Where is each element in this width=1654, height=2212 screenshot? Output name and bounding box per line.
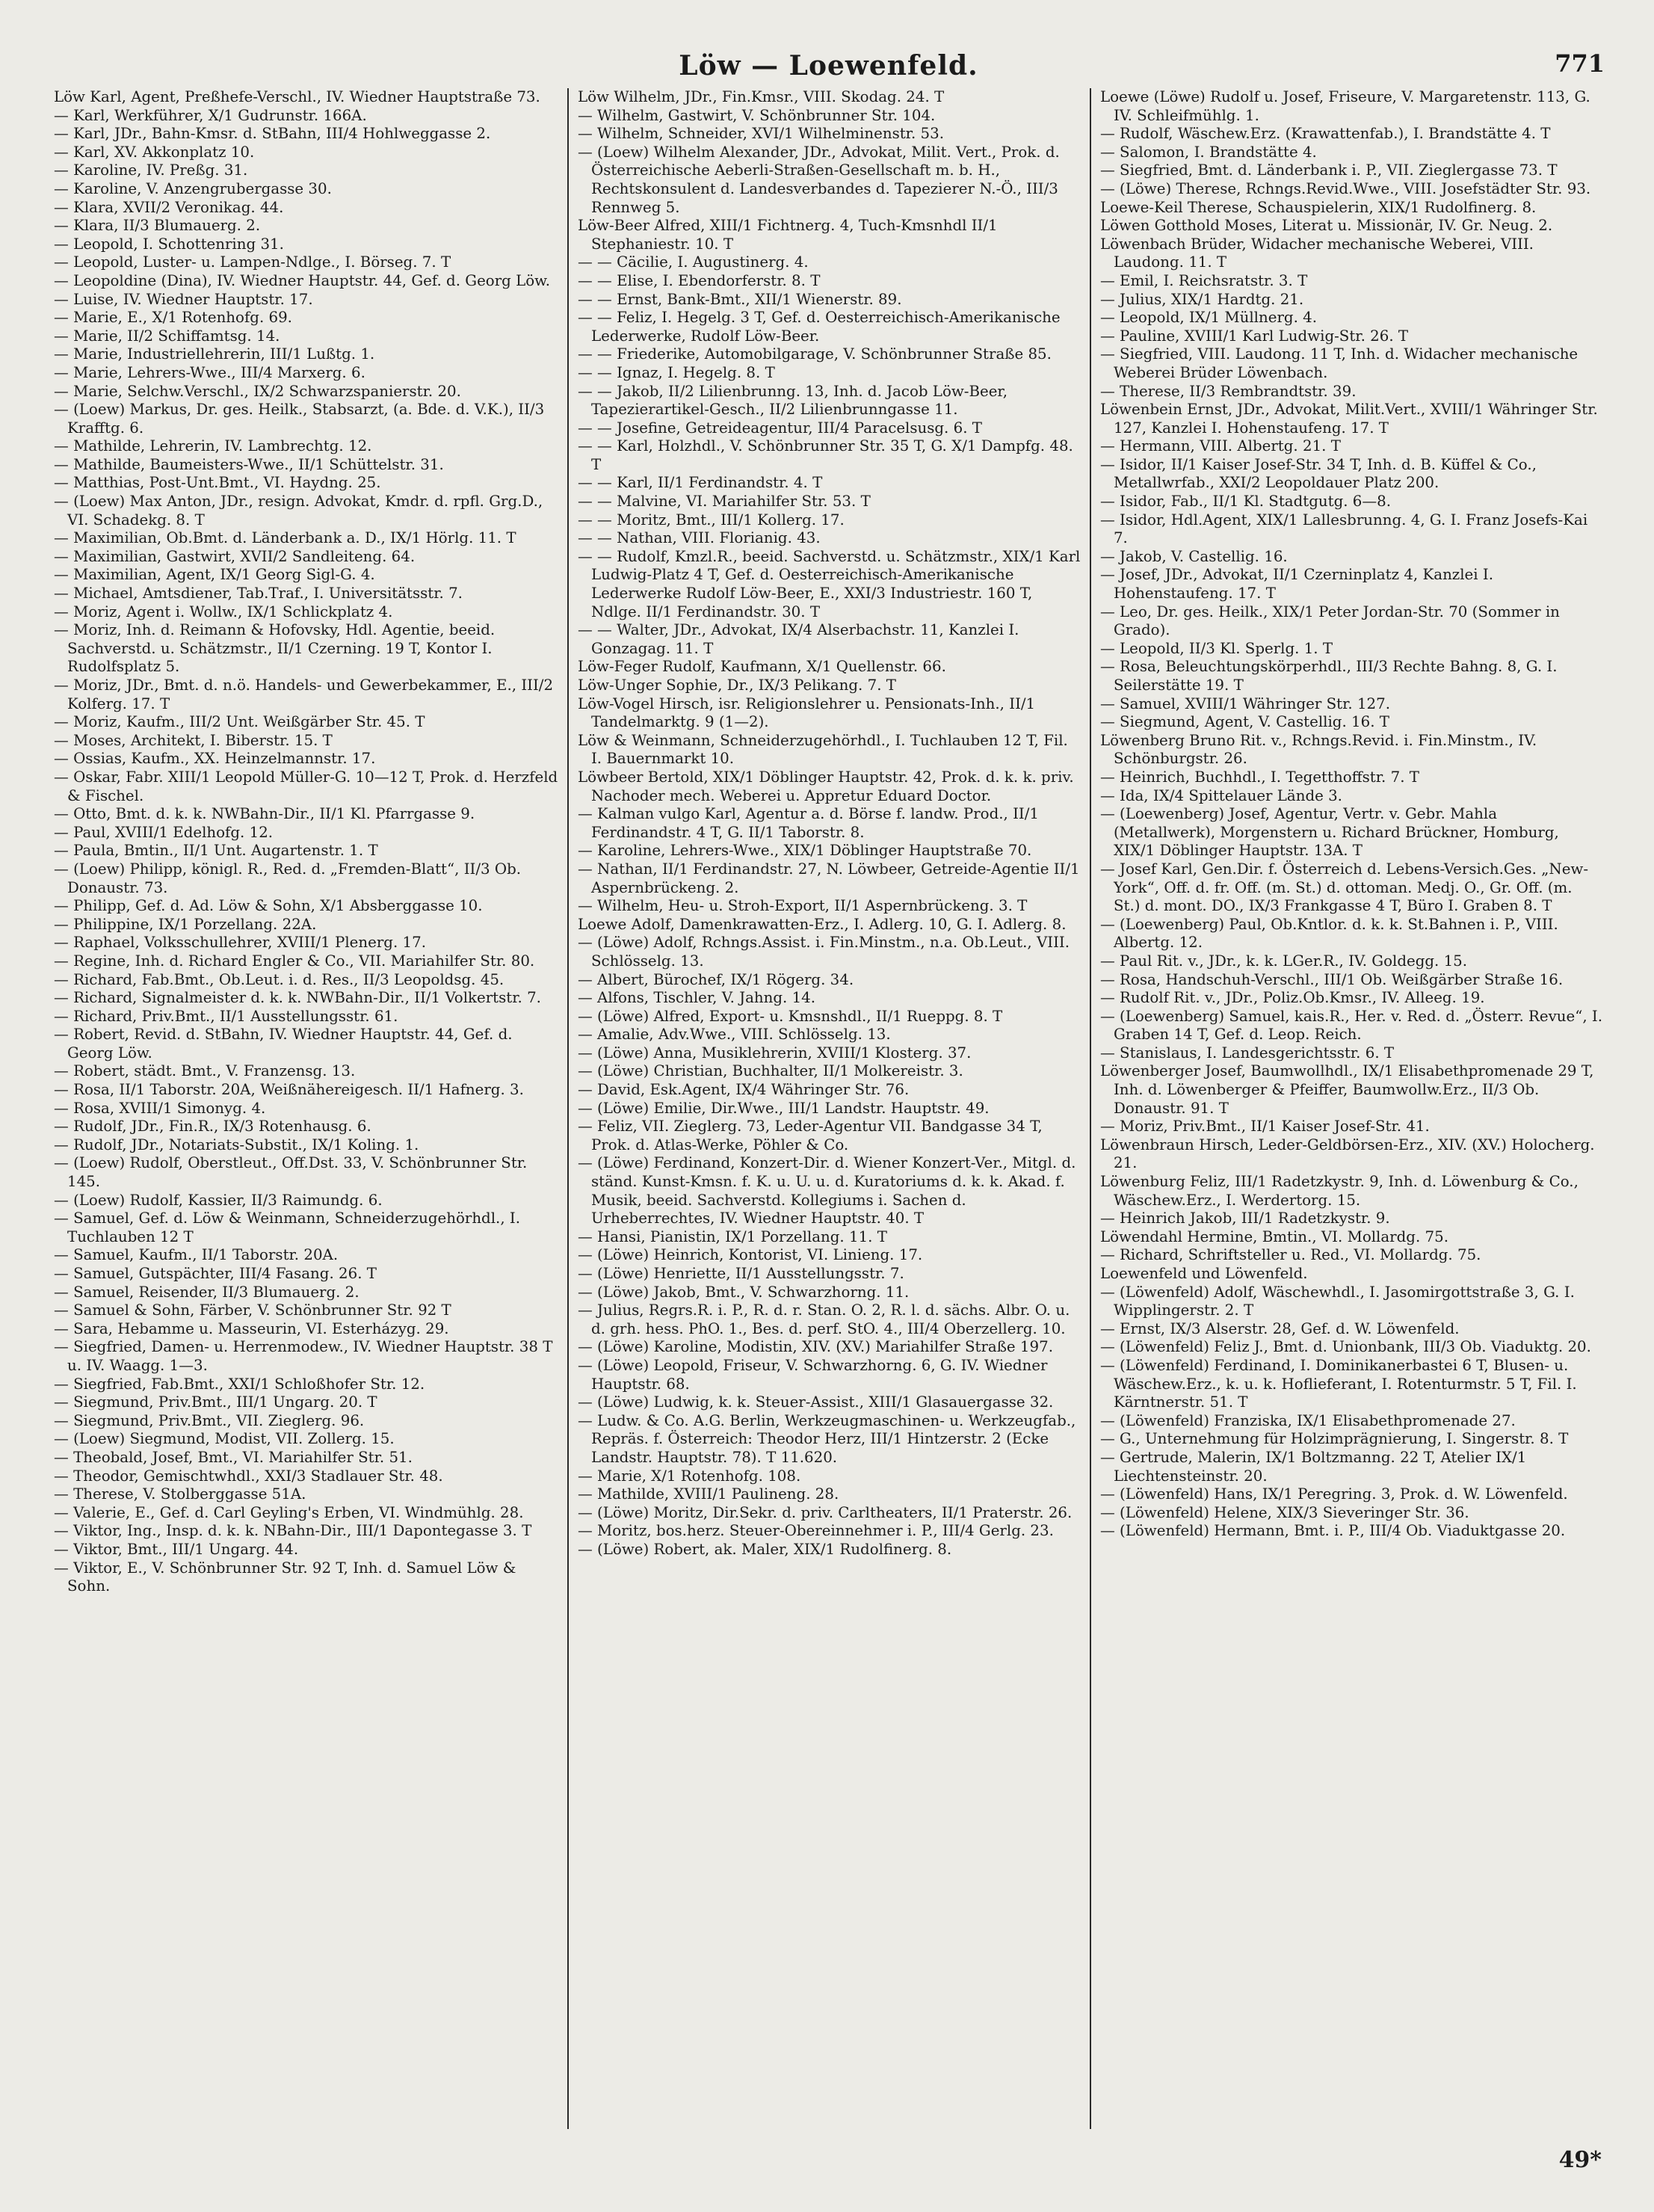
directory-entry: — Heinrich Jakob, III/1 Radetzkystr. 9. (1099, 1210, 1390, 1227)
directory-entry: — — Ignaz, I. Hegelg. 8. T (577, 363, 775, 381)
directory-entry: — Leo, Dr. ges. Heilk., XIX/1 Peter Jordan-Str. 70 (Sommer in Grado). (1099, 603, 1560, 639)
directory-entry: — Alfons, Tischler, V. Jahng. 14. (577, 989, 816, 1007)
directory-entry: — — Karl, II/1 Ferdinandstr. 4. T (577, 474, 823, 492)
directory-entry: — Samuel, XVIII/1 Währinger Str. 127. (1099, 694, 1391, 712)
directory-entry: — (Löwe) Anna, Musiklehrerin, XVIII/1 Klosterg. 37. (577, 1044, 972, 1062)
directory-entry: — Rudolf, JDr., Fin.R., IX/3 Rotenhausg. 6. (54, 1118, 371, 1136)
directory-entry: — Josef Karl, Gen.Dir. f. Österreich d. Lebens-Versich.Ges. „New-York“, Off. d. fr. Off. (m. St.) d. ottoman. Medj. O., Gr. Off. (m. St.) d. mont. DO., IX/3 Frankgasse 4 T, Büro I. Graben 8. T (1099, 860, 1589, 915)
directory-entry: — Paula, Bmtin., II/1 Unt. Augartenstr. 1. T (54, 842, 378, 860)
directory-entry: — Emil, I. Reichsratstr. 3. T (1099, 271, 1308, 289)
directory-entry: — (Loew) Wilhelm Alexander, JDr., Advokat, Milit. Vert., Prok. d. Österreichische Aeberli-Straßen-Gesellschaft m. b. H., Rechtskonsulent d. Landesverbandes d. Tapezierer N.-Ö., III/3 Rennweg 5. (577, 143, 1060, 216)
directory-entry: — Leopold, Luster- u. Lampen-Ndlge., I. Börseg. 7. T (54, 253, 451, 271)
directory-entry: — Valerie, E., Gef. d. Carl Geyling's Erben, VI. Windmühlg. 28. (54, 1503, 524, 1521)
directory-entry: — (Löwe) Moritz, Dir.Sekr. d. priv. Carltheaters, II/1 Praterstr. 26. (577, 1503, 1073, 1521)
directory-entry: — Hansi, Pianistin, IX/1 Porzellang. 11. T (577, 1227, 887, 1245)
directory-entry: — — Feliz, I. Hegelg. 3 T, Gef. d. Oesterreichisch-Amerikanische Lederwerke, Rudolf Löw-Beer. (577, 309, 1061, 345)
directory-entry: Löw Karl, Agent, Preßhefe-Verschl., IV. Wiedner Hauptstraße 73. (54, 88, 540, 105)
directory-entry: — (Löwe) Christian, Buchhalter, II/1 Molkereistr. 3. (577, 1062, 963, 1080)
directory-entry: — (Loew) Philipp, königl. R., Red. d. „Fremden-Blatt“, II/3 Ob. Donaustr. 73. (54, 860, 522, 896)
directory-entry: — Theobald, Josef, Bmt., VI. Mariahilfer Str. 51. (54, 1448, 413, 1466)
directory-entry: — Kalman vulgo Karl, Agentur a. d. Börse f. landw. Prod., II/1 Ferdinandstr. 4 T, G. II/1 Taborstr. 8. (577, 805, 1039, 841)
directory-entry: — (Loew) Rudolf, Oberstleut., Off.Dst. 33, V. Schönbrunner Str. 145. (54, 1154, 528, 1191)
directory-entry: Löw-Feger Rudolf, Kaufmann, X/1 Quellenstr. 66. (577, 658, 946, 676)
directory-entry: — Karl, JDr., Bahn-Kmsr. d. StBahn, III/4 Hohlweggasse 2. (54, 125, 491, 143)
directory-entry: — Moriz, JDr., Bmt. d. n.ö. Handels- und Gewerbekammer, E., III/2 Kolferg. 17. T (54, 677, 554, 712)
directory-entry: — Ernst, IX/3 Alserstr. 28, Gef. d. W. Löwenfeld. (1099, 1319, 1460, 1337)
directory-entry: — Julius, Regrs.R. i. P., R. d. r. Stan. O. 2, R. l. d. sächs. Albr. O. u. d. grh. hess. PhO. 1., Bes. d. perf. StO. 4., III/4 Oberzellerg. 10. (577, 1301, 1070, 1337)
directory-entry: — Moritz, bos.herz. Steuer-Obereinnehmer i. P., III/4 Gerlg. 23. (577, 1522, 1054, 1540)
directory-entry: — Isidor, II/1 Kaiser Josef-Str. 34 T, Inh. d. B. Küffel & Co., Metallwrfab., XXI/2 Leopoldauer Platz 200. (1099, 455, 1537, 492)
directory-entry: — (Löwenfeld) Hans, IX/1 Peregring. 3, Prok. d. W. Löwenfeld. (1099, 1485, 1568, 1503)
directory-entry: — Mathilde, Lehrerin, IV. Lambrechtg. 12. (54, 437, 372, 455)
directory-entry: — (Löwe) Robert, ak. Maler, XIX/1 Rudolfinerg. 8. (577, 1540, 952, 1558)
directory-entry: — Richard, Schriftsteller u. Red., VI. Mollardg. 75. (1099, 1246, 1481, 1264)
directory-entry: — Therese, V. Stolberggasse 51A. (54, 1485, 306, 1503)
directory-entry: — Josef, JDr., Advokat, II/1 Czerninplatz 4, Kanzlei I. Hohenstaufeng. 17. T (1099, 566, 1493, 603)
directory-entry: — Pauline, XVIII/1 Karl Ludwig-Str. 26. T (1099, 327, 1409, 345)
directory-entry: — Rudolf, Wäschew.Erz. (Krawattenfab.), I. Brandstätte 4. T (1099, 125, 1551, 143)
directory-entry: — Richard, Fab.Bmt., Ob.Leut. i. d. Res., II/3 Leopoldsg. 45. (54, 970, 504, 988)
directory-entry: Löw Wilhelm, JDr., Fin.Kmsr., VIII. Skodag. 24. T (577, 88, 945, 105)
directory-entry: — (Löwe) Adolf, Rchngs.Assist. i. Fin.Minstm., n.a. Ob.Leut., VIII. Schlösselg. 13. (577, 934, 1070, 970)
directory-entry: Loewenfeld und Löwenfeld. (1099, 1265, 1308, 1282)
directory-entry: — Rudolf, JDr., Notariats-Substit., IX/1 Koling. 1. (54, 1136, 419, 1153)
directory-entry: — Regine, Inh. d. Richard Engler & Co., VII. Mariahilfer Str. 80. (54, 952, 535, 970)
directory-entry: — Moses, Architekt, I. Biberstr. 15. T (54, 731, 333, 749)
directory-entry: — Philippine, IX/1 Porzellang. 22A. (54, 915, 317, 933)
directory-entry: — Siegmund, Agent, V. Castellig. 16. T (1099, 713, 1389, 731)
directory-entry: — Marie, Industriellehrerin, III/1 Lußtg. 1. (54, 345, 375, 363)
directory-entry: — Moriz, Priv.Bmt., II/1 Kaiser Josef-Str. 41. (1099, 1118, 1430, 1136)
directory-entry: Löwbeer Bertold, XIX/1 Döblinger Hauptstr. 42, Prok. d. k. k. priv. Nachoder mech. Weberei u. Appretur Eduard Doctor. (577, 768, 1074, 804)
directory-entry: Löwenberger Josef, Baumwollhdl., IX/1 Elisabethpromenade 29 T, Inh. d. Löwenberger & Pfeiffer, Baumwollw.Erz., II/3 Ob. Donaustr. 91. T (1099, 1062, 1594, 1117)
directory-entry: — Rosa, II/1 Taborstr. 20A, Weißnähereigesch. II/1 Hafnerg. 3. (54, 1081, 524, 1099)
directory-entry: — — Nathan, VIII. Florianig. 43. (577, 529, 821, 547)
directory-entry: — Marie, Lehrers-Wwe., III/4 Marxerg. 6. (54, 363, 365, 381)
directory-entry: — Siegmund, Priv.Bmt., VII. Zieglerg. 96. (54, 1411, 365, 1429)
directory-entry: — Karoline, Lehrers-Wwe., XIX/1 Döblinger Hauptstraße 70. (577, 842, 1032, 860)
directory-entry: — Sara, Hebamme u. Masseurin, VI. Esterházyg. 29. (54, 1319, 449, 1337)
directory-entry: — (Löwe) Heinrich, Kontorist, VI. Linieng. 17. (577, 1246, 923, 1264)
directory-entry: Loewe-Keil Therese, Schauspielerin, XIX/1 Rudolfinerg. 8. (1099, 198, 1537, 216)
directory-entry: — (Loew) Siegmund, Modist, VII. Zollerg. 15. (54, 1430, 395, 1448)
directory-entry: — — Malvine, VI. Mariahilfer Str. 53. T (577, 493, 871, 511)
directory-entry: — Salomon, I. Brandstätte 4. (1099, 143, 1317, 161)
directory-entry: — (Löwe) Therese, Rchngs.Revid.Wwe., VIII. Josefstädter Str. 93. (1099, 179, 1591, 197)
directory-entry: — Wilhelm, Schneider, XVI/1 Wilhelminenstr. 53. (577, 125, 944, 143)
directory-entry: — Marie, X/1 Rotenhofg. 108. (577, 1467, 801, 1485)
directory-entry: Loewe (Löwe) Rudolf u. Josef, Friseure, V. Margaretenstr. 113, G. IV. Schleifmühlg. 1. (1099, 88, 1590, 124)
directory-entry: — G., Unternehmung für Holzimprägnierung, I. Singerstr. 8. T (1099, 1430, 1569, 1448)
directory-entry: — Viktor, Ing., Insp. d. k. k. NBahn-Dir., III/1 Dapontegasse 3. T (54, 1522, 532, 1540)
directory-entry: — Michael, Amtsdiener, Tab.Traf., I. Universitätsstr. 7. (54, 585, 463, 603)
column-left (45, 88, 567, 2129)
directory-entry: — (Löwe) Ferdinand, Konzert-Dir. d. Wiener Konzert-Ver., Mitgl. d. ständ. Kunst-Kmsn. f. K. u. U. u. d. Kuratoriums d. k. k. Akad. f. Musik, beeid. Sachverstd. Kollegiums i. Sachen d. Urheberrechtes, IV. Wiedner Hauptstr. 40. T (577, 1154, 1076, 1227)
directory-entry: — Karl, Werkführer, X/1 Gudrunstr. 166A. (54, 106, 367, 124)
directory-entry: — Julius, XIX/1 Hardtg. 21. (1099, 290, 1304, 308)
directory-entry: — — Jakob, II/2 Lilienbrunng. 13, Inh. d. Jacob Löw-Beer, Tapezierartikel-Gesch., II/2 Lilienbrunngasse 11. (577, 382, 1007, 419)
directory-entry: — Siegmund, Priv.Bmt., III/1 Ungarg. 20. T (54, 1393, 377, 1411)
directory-entry: Löwenburg Feliz, III/1 Radetzkystr. 9, Inh. d. Löwenburg & Co., Wäschew.Erz., I. Werdertorg. 15. (1099, 1173, 1579, 1209)
directory-entry: — (Löwenfeld) Helene, XIX/3 Sieveringer Str. 36. (1099, 1503, 1469, 1521)
directory-entry: — Samuel, Kaufm., II/1 Taborstr. 20A. (54, 1246, 339, 1264)
directory-entry: — Karl, XV. Akkonplatz 10. (54, 143, 255, 161)
directory-entry: — (Löwe) Jakob, Bmt., V. Schwarzhorng. 11. (577, 1283, 910, 1301)
directory-entry: — Philipp, Gef. d. Ad. Löw & Sohn, X/1 Absberggasse 10. (54, 897, 483, 915)
directory-entry: — (Loewenberg) Samuel, kais.R., Her. v. Red. d. „Österr. Revue“, I. Graben 14 T, Gef. d. Leop. Reich. (1099, 1007, 1603, 1044)
directory-entry: — (Loewenberg) Josef, Agentur, Vertr. v. Gebr. Mahla (Metallwerk), Morgenstern u. Richard Brückner, Homburg, XIX/1 Döblinger Hauptstr. 13A. T (1099, 805, 1559, 860)
directory-entry: Loewe Adolf, Damenkrawatten-Erz., I. Adlerg. 10, G. I. Adlerg. 8. (577, 915, 1067, 933)
directory-entry: — (Loewenberg) Paul, Ob.Kntlor. d. k. k. St.Bahnen i. P., VIII. Albertg. 12. (1099, 915, 1558, 952)
directory-entry: — Rudolf Rit. v., JDr., Poliz.Ob.Kmsr., IV. Alleeg. 19. (1099, 989, 1485, 1007)
directory-entry: Löwen Gotthold Moses, Literat u. Missionär, IV. Gr. Neug. 2. (1099, 217, 1553, 235)
directory-entry: — Nathan, II/1 Ferdinandstr. 27, N. Löwbeer, Getreide-Agentie II/1 Aspernbrückeng. 2. (577, 860, 1080, 896)
directory-entry: — Samuel & Sohn, Färber, V. Schönbrunner Str. 92 T (54, 1301, 451, 1319)
directory-entry: — (Löwenfeld) Adolf, Wäschewhdl., I. Jasomirgottstraße 3, G. I. Wipplingerstr. 2. T (1099, 1283, 1575, 1319)
directory-entry: — Otto, Bmt. d. k. k. NWBahn-Dir., II/1 Kl. Pfarrgasse 9. (54, 805, 475, 823)
directory-entry: — Matthias, Post-Unt.Bmt., VI. Haydng. 25. (54, 474, 381, 492)
directory-entry: — — Moritz, Bmt., III/1 Kollerg. 17. (577, 511, 845, 529)
directory-entry: — Amalie, Adv.Wwe., VIII. Schlösselg. 13. (577, 1026, 891, 1044)
directory-entry: — Maximilian, Ob.Bmt. d. Länderbank a. D., IX/1 Hörlg. 11. T (54, 529, 516, 547)
directory-entry: — (Löwenfeld) Ferdinand, I. Dominikanerbastei 6 T, Blusen- u. Wäschew.Erz., k. u. k. Hoflieferant, I. Rotenturmstr. 5 T, Fil. I. Kärntnerstr. 51. T (1099, 1356, 1577, 1411)
entry-columns (45, 88, 1612, 2129)
directory-entry: Löw-Beer Alfred, XIII/1 Fichtnerg. 4, Tuch-Kmsnhdl II/1 Stephaniestr. 10. T (577, 217, 998, 253)
directory-entry: — Ludw. & Co. A.G. Berlin, Werkzeugmaschinen- u. Werkzeugfab., Repräs. f. Österreich: Theodor Herz, III/1 Hintzerstr. 2 (Ecke Landstr. Hauptstr. 78). T 11.620. (577, 1411, 1076, 1466)
directory-entry: — Leopoldine (Dina), IV. Wiedner Hauptstr. 44, Gef. d. Georg Löw. (54, 271, 551, 289)
directory-entry: — Moriz, Kaufm., III/2 Unt. Weißgärber Str. 45. T (54, 713, 425, 731)
directory-entry: Löwenbraun Hirsch, Leder-Geldbörsen-Erz., XIV. (XV.) Holocherg. 21. (1099, 1136, 1595, 1172)
directory-entry: — Stanislaus, I. Landesgerichtsstr. 6. T (1099, 1044, 1395, 1062)
directory-entry: — — Karl, Holzhdl., V. Schönbrunner Str. 35 T, G. X/1 Dampfg. 48. T (577, 437, 1073, 473)
directory-entry: — (Löwe) Alfred, Export- u. Kmsnshdl., II/1 Rueppg. 8. T (577, 1007, 1003, 1025)
directory-entry: — — Cäcilie, I. Augustinerg. 4. (577, 253, 809, 271)
directory-entry: — Viktor, E., V. Schönbrunner Str. 92 T, Inh. d. Samuel Löw & Sohn. (54, 1559, 516, 1595)
directory-entry: — Mathilde, XVIII/1 Paulineng. 28. (577, 1485, 839, 1503)
directory-entry: — Isidor, Hdl.Agent, XIX/1 Lallesbrunng. 4, G. I. Franz Josefs-Kai 7. (1099, 511, 1588, 547)
page-header (45, 43, 1612, 88)
directory-entry: — Leopold, IX/1 Müllnerg. 4. (1099, 309, 1318, 327)
directory-entry: — Siegfried, Damen- u. Herrenmodew., IV. Wiedner Hauptstr. 38 T u. IV. Waagg. 1—3. (54, 1338, 553, 1374)
directory-entry: — — Josefine, Getreideagentur, III/4 Paracelsusg. 6. T (577, 419, 982, 437)
directory-entry: — Rosa, Handschuh-Verschl., III/1 Ob. Weißgärber Straße 16. (1099, 970, 1564, 988)
directory-entry: — Samuel, Reisender, II/3 Blumauerg. 2. (54, 1283, 360, 1301)
page-number: 771 (1555, 49, 1605, 78)
directory-entry: — (Löwenfeld) Franziska, IX/1 Elisabethpromenade 27. (1099, 1411, 1516, 1429)
directory-entry: — (Löwe) Emilie, Dir.Wwe., III/1 Landstr. Hauptstr. 49. (577, 1099, 990, 1117)
sheet-signature: 49* (1558, 2147, 1602, 2173)
directory-entry: — Richard, Priv.Bmt., II/1 Ausstellungsstr. 61. (54, 1007, 398, 1025)
directory-entry: — — Ernst, Bank-Bmt., XII/1 Wienerstr. 89. (577, 290, 902, 308)
directory-entry: Löw & Weinmann, Schneiderzugehörhdl., I. Tuchlauben 12 T, Fil. I. Bauernmarkt 10. (577, 731, 1068, 768)
directory-entry: — Karoline, V. Anzengrubergasse 30. (54, 179, 332, 197)
directory-entry: — Paul Rit. v., JDr., k. k. LGer.R., IV. Goldegg. 15. (1099, 952, 1468, 970)
directory-entry: — (Löwe) Ludwig, k. k. Steuer-Assist., XIII/1 Glasauergasse 32. (577, 1393, 1054, 1411)
directory-entry: — (Löwe) Leopold, Friseur, V. Schwarzhorng. 6, G. IV. Wiedner Hauptstr. 68. (577, 1356, 1048, 1393)
directory-entry: — — Elise, I. Ebendorferstr. 8. T (577, 271, 821, 289)
column-middle (567, 88, 1090, 2129)
directory-entry: — Isidor, Fab., II/1 Kl. Stadtgutg. 6—8. (1099, 493, 1392, 511)
directory-entry: — (Loew) Markus, Dr. ges. Heilk., Stabsarzt, (a. Bde. d. V.K.), II/3 Krafftg. 6. (54, 401, 545, 437)
directory-entry: — Feliz, VII. Zieglerg. 73, Leder-Agentur VII. Bandgasse 34 T, Prok. d. Atlas-Werke, Pöhler & Co. (577, 1118, 1043, 1153)
running-title: Löw — Loewenfeld. (679, 50, 978, 81)
directory-entry: — David, Esk.Agent, IX/4 Währinger Str. 76. (577, 1081, 910, 1099)
directory-entry: — (Loew) Rudolf, Kassier, II/3 Raimundg. 6. (54, 1191, 383, 1209)
directory-entry: — (Löwe) Henriette, II/1 Ausstellungsstr. 7. (577, 1265, 904, 1282)
directory-entry: — Robert, Revid. d. StBahn, IV. Wiedner Hauptstr. 44, Gef. d. Georg Löw. (54, 1026, 513, 1062)
directory-entry: — (Loew) Max Anton, JDr., resign. Advokat, Kmdr. d. rpfl. Grg.D., VI. Schadekg. 8. T (54, 493, 543, 529)
directory-entry: — (Löwenfeld) Feliz J., Bmt. d. Unionbank, III/3 Ob. Viaduktg. 20. (1099, 1338, 1591, 1356)
directory-entry: — Marie, Selchw.Verschl., IX/2 Schwarzspanierstr. 20. (54, 382, 461, 400)
directory-entry: — Theodor, Gemischtwhdl., XXI/3 Stadlauer Str. 48. (54, 1467, 443, 1485)
directory-entry: — Samuel, Gef. d. Löw & Weinmann, Schneiderzugehörhdl., I. Tuchlauben 12 T (54, 1210, 521, 1245)
directory-entry: — Raphael, Volksschullehrer, XVIII/1 Plenerg. 17. (54, 934, 426, 952)
directory-entry: — Klara, XVII/2 Veronikag. 44. (54, 198, 284, 216)
directory-entry: — Wilhelm, Gastwirt, V. Schönbrunner Str. 104. (577, 106, 936, 124)
directory-entry: — Therese, II/3 Rembrandtstr. 39. (1099, 382, 1357, 400)
directory-entry: — Moriz, Agent i. Wollw., IX/1 Schlickplatz 4. (54, 603, 393, 620)
directory-entry: — Karoline, IV. Preßg. 31. (54, 161, 248, 179)
directory-entry: — Heinrich, Buchhdl., I. Tegetthoffstr. 7. T (1099, 768, 1419, 786)
directory-entry: — Rosa, XVIII/1 Simonyg. 4. (54, 1099, 266, 1117)
directory-entry: — (Löwe) Karoline, Modistin, XIV. (XV.) Mariahilfer Straße 197. (577, 1338, 1053, 1356)
directory-entry: — Rosa, Beleuchtungskörperhdl., III/3 Rechte Bahng. 8, G. I. Seilerstätte 19. T (1099, 658, 1558, 694)
directory-entry: — Samuel, Gutspächter, III/4 Fasang. 26. T (54, 1265, 377, 1282)
directory-entry: — Wilhelm, Heu- u. Stroh-Export, II/1 Aspernbrückeng. 3. T (577, 897, 1028, 915)
directory-entry: — Gertrude, Malerin, IX/1 Boltzmanng. 22 T, Atelier IX/1 Liechtensteinstr. 20. (1099, 1448, 1527, 1485)
directory-entry: — — Rudolf, Kmzl.R., beeid. Sachverstd. u. Schätzmstr., XIX/1 Karl Ludwig-Platz 4 T, Gef. d. Oesterreichisch-Amerikanische Lederwerke Rudolf Löw-Beer, E., XXI/3 Industriestr. 160 T, Ndlge. II/1 Ferdinandstr. 30. T (577, 547, 1081, 620)
directory-entry: Löwenberg Bruno Rit. v., Rchngs.Revid. i. Fin.Minstm., IV. Schönburgstr. 26. (1099, 731, 1537, 768)
directory-entry: — Marie, II/2 Schiffamtsg. 14. (54, 327, 280, 345)
directory-entry: Löwenbein Ernst, JDr., Advokat, Milit.Vert., XVIII/1 Währinger Str. 127, Kanzlei I. Hohenstaufeng. 17. T (1099, 401, 1598, 437)
directory-entry: — Marie, E., X/1 Rotenhofg. 69. (54, 309, 292, 327)
directory-entry: — Siegfried, VIII. Laudong. 11 T, Inh. d. Widacher mechanische Weberei Brüder Löwenbach. (1099, 345, 1579, 381)
directory-entry: — Oskar, Fabr. XIII/1 Leopold Müller-G. 10—12 T, Prok. d. Herzfeld & Fischel. (54, 768, 558, 804)
directory-entry: Löwendahl Hermine, Bmtin., VI. Mollardg. 75. (1099, 1227, 1448, 1245)
directory-entry: — Maximilian, Agent, IX/1 Georg Sigl-G. 4. (54, 566, 375, 584)
directory-entry: — — Friederike, Automobilgarage, V. Schönbrunner Straße 85. (577, 345, 1052, 363)
directory-entry: — Viktor, Bmt., III/1 Ungarg. 44. (54, 1540, 299, 1558)
directory-entry: — Leopold, I. Schottenring 31. (54, 235, 284, 253)
directory-entry: — Maximilian, Gastwirt, XVII/2 Sandleiteng. 64. (54, 547, 416, 565)
directory-entry: — Albert, Bürochef, IX/1 Rögerg. 34. (577, 970, 854, 988)
directory-entry: Löw-Vogel Hirsch, isr. Religionslehrer u. Pensionats-Inh., II/1 Tandelmarktg. 9 (1—2). (577, 694, 1036, 731)
directory-entry: — Moriz, Inh. d. Reimann & Hofovsky, Hdl. Agentie, beeid. Sachverstd. u. Schätzmstr., II/1 Czerning. 19 T, Kontor I. Rudolfsplatz 5. (54, 621, 496, 676)
directory-entry: — Ida, IX/4 Spittelauer Lände 3. (1099, 786, 1342, 804)
directory-entry: — (Löwenfeld) Hermann, Bmt. i. P., III/4 Ob. Viaduktgasse 20. (1099, 1522, 1566, 1540)
directory-entry: — Siegfried, Fab.Bmt., XXI/1 Schloßhofer Str. 12. (54, 1375, 425, 1393)
directory-entry: — Klara, II/3 Blumauerg. 2. (54, 217, 261, 235)
directory-entry: Löw-Unger Sophie, Dr., IX/3 Pelikang. 7. T (577, 677, 896, 694)
directory-entry: — Robert, städt. Bmt., V. Franzensg. 13. (54, 1062, 356, 1080)
directory-entry: — Leopold, II/3 Kl. Sperlg. 1. T (1099, 639, 1333, 657)
column-right (1090, 88, 1612, 2129)
directory-entry: — Ossias, Kaufm., XX. Heinzelmannstr. 17. (54, 750, 376, 768)
directory-entry: — Jakob, V. Castellig. 16. (1099, 547, 1288, 565)
directory-entry: Löwenbach Brüder, Widacher mechanische Weberei, VIII. Laudong. 11. T (1099, 235, 1534, 271)
directory-entry: — Luise, IV. Wiedner Hauptstr. 17. (54, 290, 313, 308)
directory-entry: — Richard, Signalmeister d. k. k. NWBahn-Dir., II/1 Volkertstr. 7. (54, 989, 541, 1007)
directory-entry: — Hermann, VIII. Albertg. 21. T (1099, 437, 1341, 455)
directory-entry: — — Walter, JDr., Advokat, IX/4 Alserbachstr. 11, Kanzlei I. Gonzagag. 11. T (577, 621, 1019, 657)
directory-entry: — Mathilde, Baumeisters-Wwe., II/1 Schüttelstr. 31. (54, 455, 444, 473)
directory-entry: — Siegfried, Bmt. d. Länderbank i. P., VII. Zieglergasse 73. T (1099, 161, 1558, 179)
directory-entry: — Paul, XVIII/1 Edelhofg. 12. (54, 823, 274, 841)
